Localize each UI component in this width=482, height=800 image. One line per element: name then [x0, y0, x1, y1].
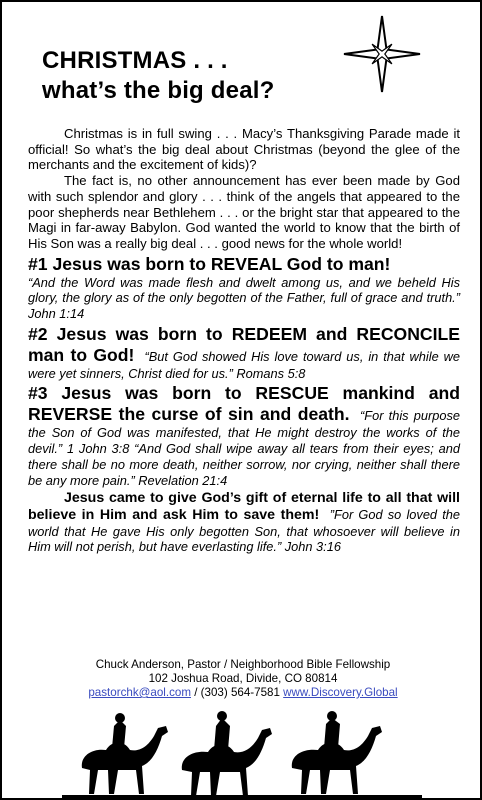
address-line: 102 Joshua Road, Divide, CO 80814 [148, 672, 338, 685]
point-1-heading: #1 Jesus was born to REVEAL God to man! [28, 253, 391, 274]
title-line-1: CHRISTMAS . . . [42, 47, 228, 74]
intro-paragraph-2: The fact is, no other announcement has ever been made by God with such splendor and glory . . . think of the angels that appeared to the poor shepherds near Bethlehem . . . or the bright star that appeared to the Magi in far-away Babylon. God wanted the world to know that the birth of His Son was a really big deal . . . good news for the whole world! [28, 173, 460, 251]
point-3 [28, 383, 460, 488]
point-1-quote: “And the Word was made flesh and dwelt among us, and we beheld His glory, the glory as of the only begotten of the Father, full of grace and truth.” John 1:14 [28, 274, 460, 322]
point-1 [28, 254, 460, 322]
pastor-line: Chuck Anderson, Pastor / Neighborhood Bible Fellowship [95, 658, 391, 671]
point-3-quote: “For this purpose the Son of God was manifested, that He might destroy the works of the devil.” 1 John 3:8 “And God shall wipe away all tears from their eyes; and there shall be no more death, neither sorrow, nor crying, neither shall there be any more pain.” Revelation 21:4 [28, 408, 460, 488]
point-3-heading: #3 Jesus was born to RESCUE mankind and REVERSE the curse of sin and death. [28, 383, 460, 425]
closing-paragraph [28, 490, 460, 555]
closing-statement: Jesus came to give God’s gift of eternal life to all that will believe in Him and ask Him to save them! [28, 490, 460, 523]
contact-line [2, 686, 482, 700]
camels-silhouette-icon [62, 706, 422, 798]
point-2 [28, 324, 460, 382]
phone-text: / (303) 564-7581 [191, 686, 284, 699]
tract-body [28, 126, 460, 555]
point-2-heading: #2 Jesus was born to REDEEM and RECONCILE man to God! [28, 323, 460, 365]
closing-quote: ”For God so loved the world that He gave His only begotten Son, that whosoever will believe in Him will not perish, but have everlasting life.” John 3:16 [28, 506, 461, 555]
website-link[interactable]: www.Discovery.Global [283, 686, 398, 699]
email-link[interactable]: pastorchk@aol.com [88, 686, 191, 699]
contact-footer [2, 658, 482, 700]
page-title [42, 46, 274, 106]
intro-paragraph-1: Christmas is in full swing . . . Macy’s Thanksgiving Parade made it official! So what’s the big deal about Christmas (beyond the glee of the merchants and the excitement of kids)? [28, 126, 460, 173]
star-icon [342, 14, 422, 94]
title-line-2: what’s the big deal? [42, 77, 275, 104]
point-2-quote: “But God showed His love toward us, in that while we were yet sinners, Christ died for us.” Romans 5:8 [28, 348, 460, 381]
